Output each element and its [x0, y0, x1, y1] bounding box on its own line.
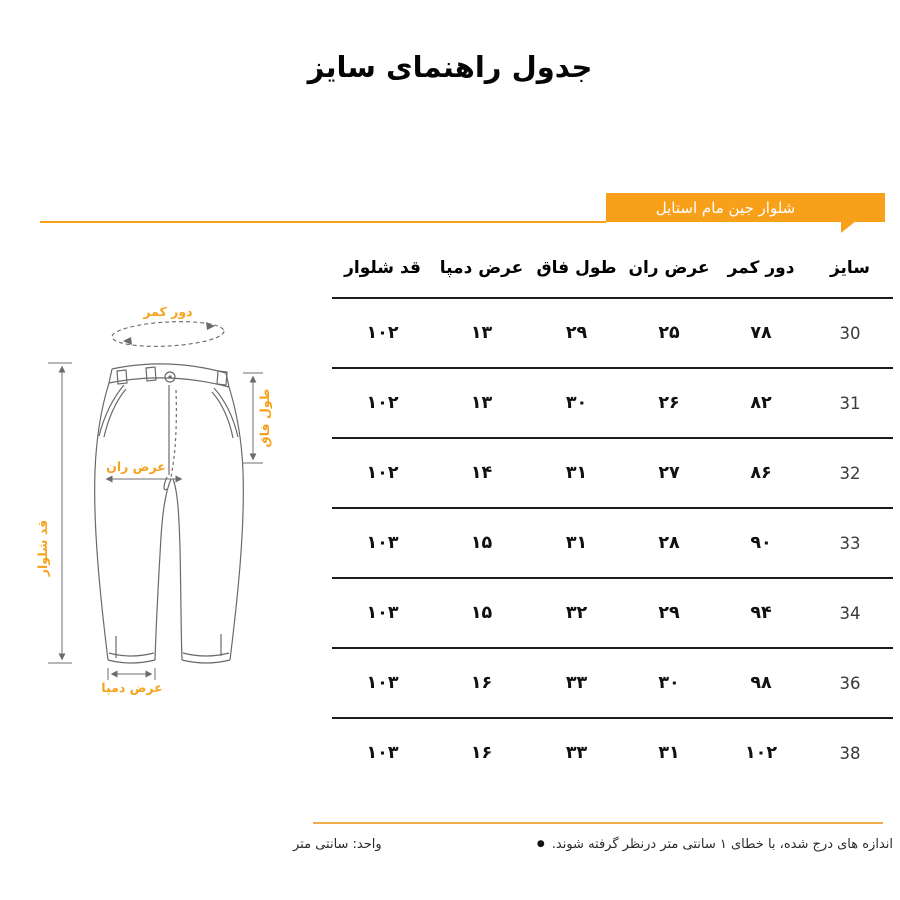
cell-pants-length: ۱۰۳ — [332, 648, 433, 718]
left-hem — [108, 660, 155, 663]
cell-waist: ۷۸ — [715, 298, 807, 368]
left-inseam — [155, 479, 171, 660]
cell-size: 38 — [839, 743, 861, 763]
right-hem — [182, 660, 230, 663]
label-thigh-width: عرض ران — [106, 459, 166, 474]
cell-waist: ۹۸ — [715, 648, 807, 718]
cell-pants-length: ۱۰۲ — [332, 298, 433, 368]
column-header-size: سایز — [807, 238, 893, 298]
banner-underline — [40, 221, 606, 223]
cell-pants-length: ۱۰۳ — [366, 743, 399, 763]
left-pocket — [99, 385, 124, 436]
belt-loop — [117, 370, 127, 384]
size-chart-table — [332, 238, 893, 787]
cell-rise-length: ۳۳ — [530, 648, 623, 718]
banner-tail — [841, 221, 856, 233]
table-row — [332, 648, 893, 718]
cell-size: 30 — [807, 298, 893, 368]
cell-leg-opening: ۱۳ — [433, 368, 530, 438]
cell-leg-opening: ۱۶ — [433, 648, 530, 718]
tolerance-note — [537, 837, 893, 852]
cell-size: 34 — [807, 578, 893, 648]
cell-waist: ۸۶ — [715, 438, 807, 508]
column-header-leg-opening: عرض دمپا — [433, 238, 530, 298]
cell-thigh-width: ۲۵ — [623, 298, 715, 368]
unit-label: واحد: سانتی متر — [293, 837, 382, 852]
cell-rise-length: ۳۱ — [530, 508, 623, 578]
cell-pants-length: ۱۰۲ — [332, 368, 433, 438]
belt-loop — [146, 367, 156, 381]
label-pants-length: قد شلوار — [35, 519, 50, 577]
cell-leg-opening: ۱۵ — [433, 578, 530, 648]
cell-rise-length: ۳۱ — [530, 438, 623, 508]
cell-pants-length: ۱۰۳ — [332, 578, 433, 648]
cell-rise-length: ۲۹ — [530, 298, 623, 368]
table-row — [332, 298, 893, 368]
cell-rise-length: ۳۰ — [530, 368, 623, 438]
page-title: جدول راهنمای سایز — [307, 50, 593, 84]
cell-leg-opening: ۱۵ — [433, 508, 530, 578]
column-header-rise-length: طول فاق — [530, 238, 623, 298]
arrow-icon — [206, 322, 215, 330]
pants-measurement-diagram — [20, 293, 320, 713]
table-row — [332, 508, 893, 578]
waist-circumference-indicator — [111, 319, 224, 349]
cell-thigh-width: ۳۱ — [658, 743, 680, 763]
cell-pants-length: ۱۰۳ — [332, 508, 433, 578]
column-header-thigh-width: عرض ران — [623, 238, 715, 298]
right-pocket — [214, 388, 238, 437]
cell-thigh-width: ۲۶ — [623, 368, 715, 438]
right-inseam — [173, 479, 182, 660]
cell-size: 36 — [807, 648, 893, 718]
cell-rise-length: ۳۳ — [565, 743, 588, 763]
product-name: شلوار جین مام استایل — [655, 198, 796, 217]
table-row — [332, 578, 893, 648]
pants-sketch — [95, 364, 244, 663]
cell-size: 31 — [807, 368, 893, 438]
bullet-icon: ● — [536, 839, 545, 849]
label-leg-opening: عرض دمپا — [101, 680, 163, 695]
table-row — [332, 718, 893, 787]
fly-stitch — [171, 390, 176, 477]
column-header-waist: دور کمر — [715, 238, 807, 298]
cell-pants-length: ۱۰۲ — [332, 438, 433, 508]
product-name-banner — [606, 193, 885, 222]
header-row — [332, 238, 893, 298]
tolerance-note-text: اندازه های درج شده، با خطای ۱ سانتی متر درنظر گرفته شوند. — [551, 837, 893, 852]
cell-waist: ۹۰ — [715, 508, 807, 578]
cell-size: 32 — [807, 438, 893, 508]
cell-rise-length: ۳۲ — [530, 578, 623, 648]
cell-waist: ۸۲ — [715, 368, 807, 438]
label-waist: دور کمر — [143, 304, 193, 319]
cell-thigh-width: ۲۷ — [623, 438, 715, 508]
cell-leg-opening: ۱۶ — [470, 743, 493, 763]
cell-waist: ۹۴ — [715, 578, 807, 648]
cell-waist: ۱۰۲ — [744, 743, 778, 763]
table-row — [332, 368, 893, 438]
label-rise-length: طول فاق — [257, 388, 272, 448]
column-header-pants-length: قد شلوار — [332, 238, 433, 298]
cell-size: 33 — [807, 508, 893, 578]
cell-leg-opening: ۱۴ — [433, 438, 530, 508]
table-row — [332, 438, 893, 508]
cell-thigh-width: ۳۰ — [623, 648, 715, 718]
footer-divider — [313, 822, 883, 824]
cell-leg-opening: ۱۳ — [433, 298, 530, 368]
cell-thigh-width: ۲۸ — [623, 508, 715, 578]
cell-thigh-width: ۲۹ — [623, 578, 715, 648]
